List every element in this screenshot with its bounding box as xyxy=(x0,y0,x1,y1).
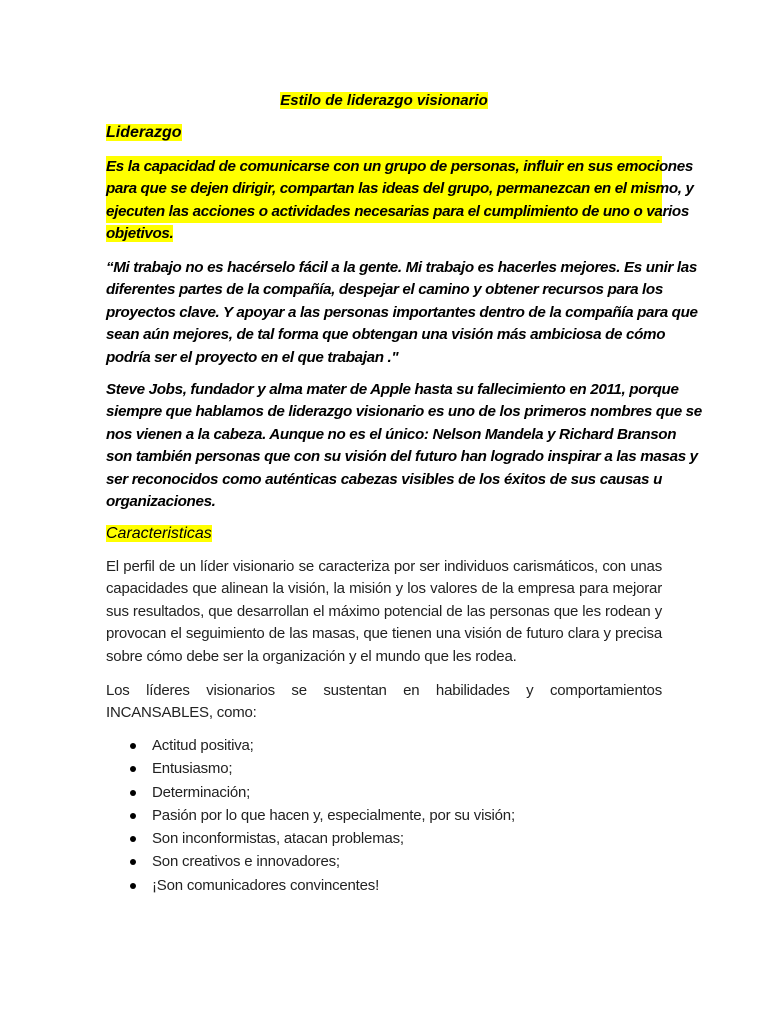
definition-line: para que se dejen dirigir, compartan las ideas del grupo, permanezcan en el mismo, y xyxy=(106,178,662,200)
list-item: Entusiasmo; xyxy=(130,757,515,780)
jobs-line: nos vienen a la cabeza. Aunque no es el único: Nelson Mandela y Richard Branson xyxy=(106,425,677,443)
jobs-line: Steve Jobs, fundador y alma mater de Apple hasta su fallecimiento en 2011, porque xyxy=(106,381,679,398)
profile-line: sus resultados, que desarrollan el máximo potencial de las personas que les rodean y xyxy=(106,602,662,620)
skills-line: INCANSABLES, como: xyxy=(106,704,257,722)
definition-line: ejecuten las acciones o actividades necesarias para el cumplimiento de uno o varios xyxy=(106,201,662,223)
profile-line: El perfil de un líder visionario se caracteriza por ser individuos carismáticos, con unas xyxy=(106,558,662,575)
definition-paragraph xyxy=(106,156,694,246)
quote-line: diferentes partes de la compañía, despejar el camino y obtener recursos para los xyxy=(106,281,663,299)
qualities-list xyxy=(130,734,515,897)
quote-paragraph xyxy=(106,257,698,369)
heading-caracteristicas xyxy=(106,525,212,543)
profile-line: capacidades que alinean la visión, la misión y los valores de la empresa para mejorar xyxy=(106,580,662,598)
profile-line: provocan el seguimiento de las masas, que tienen una visión de futuro clara y precisa xyxy=(106,625,662,643)
bullet-icon xyxy=(130,813,136,819)
bullet-icon xyxy=(130,790,136,796)
jobs-line: organizaciones. xyxy=(106,493,216,511)
jobs-paragraph xyxy=(106,379,702,513)
jobs-line: siempre que hablamos de liderazgo visionario es uno de los primeros nombres que se xyxy=(106,403,702,421)
jobs-line: son también personas que con su visión del futuro han logrado inspirar a las masas y xyxy=(106,448,698,466)
profile-line: sobre cómo debe ser la organización y el mundo que les rodea. xyxy=(106,647,517,665)
document-title xyxy=(0,92,768,109)
quote-line: sean aún mejores, de tal forma que obtengan una visión más ambiciosa de cómo xyxy=(106,326,666,344)
bullet-icon xyxy=(130,836,136,842)
list-item: Actitud positiva; xyxy=(130,734,515,757)
title-text: Estilo de liderazgo visionario xyxy=(280,92,488,109)
heading-liderazgo xyxy=(106,124,182,142)
skills-line: Los líderes visionarios se sustentan en habilidades y comportamientos xyxy=(106,682,662,699)
quote-line: podría ser el proyecto en el que trabajan ." xyxy=(106,348,399,366)
list-item: Son creativos e innovadores; xyxy=(130,850,515,873)
list-item: ¡Son comunicadores convincentes! xyxy=(130,874,515,897)
profile-paragraph xyxy=(106,556,662,668)
quote-line: proyectos clave. Y apoyar a las personas importantes dentro de la compañía para que xyxy=(106,303,698,321)
list-item: Son inconformistas, atacan problemas; xyxy=(130,827,515,850)
list-item: Determinación; xyxy=(130,781,515,804)
definition-line: objetivos. xyxy=(106,225,174,243)
bullet-icon xyxy=(130,859,136,865)
heading-caracteristicas-text: Caracteristicas xyxy=(106,525,212,542)
quote-line: “Mi trabajo no es hacérselo fácil a la gente. Mi trabajo es hacerles mejores. Es unir las xyxy=(106,259,697,276)
list-item: Pasión por lo que hacen y, especialmente, por su visión; xyxy=(130,804,515,827)
heading-liderazgo-text: Liderazgo xyxy=(106,124,182,141)
definition-line: Es la capacidad de comunicarse con un grupo de personas, influir en sus emociones xyxy=(106,156,662,178)
skills-paragraph xyxy=(106,680,662,725)
jobs-line: ser reconocidos como auténticas cabezas visibles de los éxitos de sus causas u xyxy=(106,470,662,488)
bullet-icon xyxy=(130,766,136,772)
bullet-icon xyxy=(130,883,136,889)
bullet-icon xyxy=(130,743,136,749)
